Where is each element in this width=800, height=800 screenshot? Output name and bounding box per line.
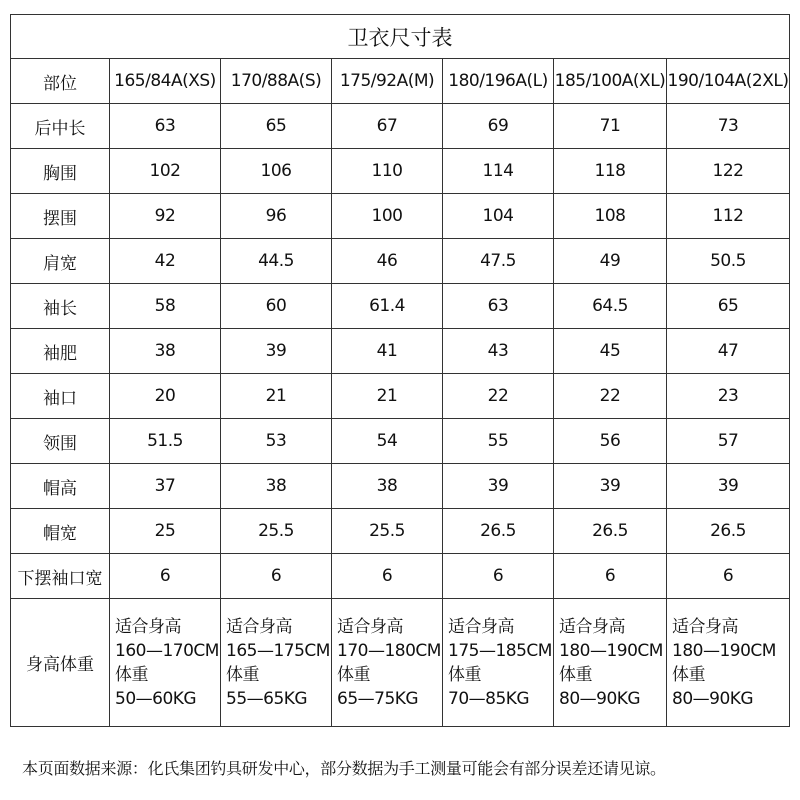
table-cell: 20 (110, 374, 221, 419)
table-cell: 65 (221, 104, 332, 149)
table-cell: 37 (110, 464, 221, 509)
table-cell: 6 (221, 554, 332, 599)
fit-cell (110, 599, 221, 727)
size-header: 170/88A(S) (221, 59, 332, 104)
table-cell: 38 (221, 464, 332, 509)
fit-line1: 适合身高 (559, 616, 625, 637)
table-cell: 63 (443, 284, 554, 329)
fit-weight: 80—90KG (672, 688, 754, 709)
row-label: 袖长 (11, 284, 110, 329)
size-header: 180/196A(L) (443, 59, 554, 104)
fit-cell (667, 599, 790, 727)
table-cell: 108 (554, 194, 667, 239)
data-source-footnote: 本页面数据来源：化氏集团钓具研发中心，部分数据为手工测量可能会有部分误差还请见谅。 (22, 759, 666, 778)
table-row (11, 284, 790, 329)
table-row (11, 464, 790, 509)
table-cell: 41 (332, 329, 443, 374)
fit-line3: 体重 (337, 664, 370, 685)
fit-cell (332, 599, 443, 727)
table-cell: 63 (110, 104, 221, 149)
size-header: 165/84A(XS) (110, 59, 221, 104)
row-label: 领围 (11, 419, 110, 464)
fit-line3: 体重 (115, 664, 148, 685)
row-label: 帽高 (11, 464, 110, 509)
table-cell: 64.5 (554, 284, 667, 329)
fit-weight: 80—90KG (559, 688, 641, 709)
fit-cell (443, 599, 554, 727)
fit-line3: 体重 (226, 664, 259, 685)
fit-line3: 体重 (559, 664, 592, 685)
table-cell: 21 (332, 374, 443, 419)
size-header: 185/100A(XL) (554, 59, 667, 104)
table-cell: 25.5 (332, 509, 443, 554)
table-cell: 26.5 (443, 509, 554, 554)
table-cell: 60 (221, 284, 332, 329)
table-row (11, 374, 790, 419)
table-cell: 71 (554, 104, 667, 149)
fit-height: 180—190CM (672, 640, 776, 661)
fit-cell (554, 599, 667, 727)
table-cell: 26.5 (554, 509, 667, 554)
table-cell: 122 (667, 149, 790, 194)
table-cell: 44.5 (221, 239, 332, 284)
corner-label: 部位 (11, 59, 110, 104)
table-cell: 42 (110, 239, 221, 284)
table-cell: 39 (221, 329, 332, 374)
fit-height: 180—190CM (559, 640, 663, 661)
table-cell: 92 (110, 194, 221, 239)
table-cell: 38 (110, 329, 221, 374)
table-cell: 6 (332, 554, 443, 599)
fit-height: 160—170CM (115, 640, 219, 661)
table-cell: 6 (667, 554, 790, 599)
table-row (11, 149, 790, 194)
fit-line3: 体重 (448, 664, 481, 685)
height-weight-row (11, 599, 790, 727)
row-label: 肩宽 (11, 239, 110, 284)
size-chart-table (10, 14, 790, 727)
table-cell: 38 (332, 464, 443, 509)
fit-height: 165—175CM (226, 640, 330, 661)
table-cell: 104 (443, 194, 554, 239)
table-cell: 53 (221, 419, 332, 464)
table-cell: 6 (110, 554, 221, 599)
table-cell: 47 (667, 329, 790, 374)
fit-weight: 55—65KG (226, 688, 308, 709)
table-cell: 106 (221, 149, 332, 194)
table-row (11, 419, 790, 464)
table-cell: 47.5 (443, 239, 554, 284)
table-cell: 6 (554, 554, 667, 599)
table-cell: 118 (554, 149, 667, 194)
fit-line3: 体重 (672, 664, 705, 685)
table-cell: 46 (332, 239, 443, 284)
table-title: 卫衣尺寸表 (11, 15, 790, 59)
table-row (11, 329, 790, 374)
table-cell: 55 (443, 419, 554, 464)
table-cell: 114 (443, 149, 554, 194)
table-cell: 69 (443, 104, 554, 149)
row-label: 下摆袖口宽 (11, 554, 110, 599)
table-row (11, 194, 790, 239)
table-cell: 96 (221, 194, 332, 239)
table-row (11, 104, 790, 149)
row-label: 摆围 (11, 194, 110, 239)
table-cell: 54 (332, 419, 443, 464)
table-cell: 39 (554, 464, 667, 509)
table-cell: 51.5 (110, 419, 221, 464)
table-cell: 49 (554, 239, 667, 284)
table-cell: 100 (332, 194, 443, 239)
table-cell: 25.5 (221, 509, 332, 554)
table-cell: 112 (667, 194, 790, 239)
fit-weight: 70—85KG (448, 688, 530, 709)
fit-weight: 50—60KG (115, 688, 197, 709)
row-label: 袖肥 (11, 329, 110, 374)
table-cell: 43 (443, 329, 554, 374)
fit-height: 170—180CM (337, 640, 441, 661)
size-header: 175/92A(M) (332, 59, 443, 104)
table-cell: 26.5 (667, 509, 790, 554)
table-row (11, 239, 790, 284)
table-cell: 50.5 (667, 239, 790, 284)
row-label: 后中长 (11, 104, 110, 149)
fit-line1: 适合身高 (337, 616, 403, 637)
table-cell: 65 (667, 284, 790, 329)
table-cell: 39 (443, 464, 554, 509)
table-row (11, 554, 790, 599)
table-cell: 23 (667, 374, 790, 419)
fit-line1: 适合身高 (448, 616, 514, 637)
table-row (11, 509, 790, 554)
table-cell: 56 (554, 419, 667, 464)
size-header: 190/104A(2XL) (667, 59, 790, 104)
table-cell: 73 (667, 104, 790, 149)
fit-cell (221, 599, 332, 727)
table-cell: 39 (667, 464, 790, 509)
table-cell: 102 (110, 149, 221, 194)
size-header-row (11, 59, 790, 104)
row-label: 袖口 (11, 374, 110, 419)
table-cell: 57 (667, 419, 790, 464)
table-cell: 67 (332, 104, 443, 149)
fit-height: 175—185CM (448, 640, 552, 661)
table-cell: 22 (443, 374, 554, 419)
fit-line1: 适合身高 (226, 616, 292, 637)
fit-line1: 适合身高 (672, 616, 738, 637)
fit-line1: 适合身高 (115, 616, 181, 637)
table-cell: 45 (554, 329, 667, 374)
table-cell: 61.4 (332, 284, 443, 329)
row-label: 胸围 (11, 149, 110, 194)
table-cell: 25 (110, 509, 221, 554)
table-cell: 22 (554, 374, 667, 419)
row-label: 帽宽 (11, 509, 110, 554)
fit-weight: 65—75KG (337, 688, 419, 709)
table-cell: 110 (332, 149, 443, 194)
table-cell: 58 (110, 284, 221, 329)
row-label: 身高体重 (11, 599, 110, 727)
table-cell: 6 (443, 554, 554, 599)
table-cell: 21 (221, 374, 332, 419)
